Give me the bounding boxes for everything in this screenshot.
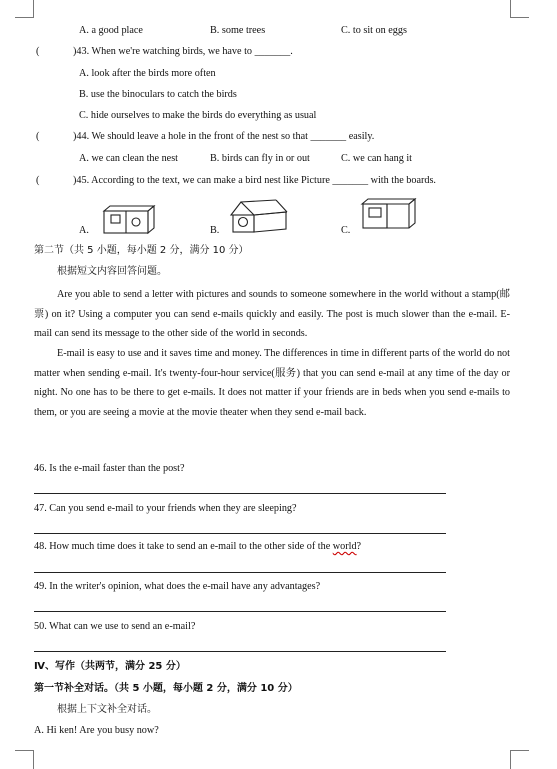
question-48 xyxy=(34,540,361,553)
q43-option-b: B. use the binoculars to catch the birds xyxy=(79,89,237,100)
q43-option-c: C. hide ourselves to make the birds do everything as usual xyxy=(79,110,317,121)
dialog-line-a: A. Hi ken! Are you busy now? xyxy=(34,725,159,736)
birdhouse-picture-b xyxy=(228,198,290,236)
question-49: 49. In the writer's opinion, what does the e-mail have any advantages? xyxy=(34,581,321,592)
q44-option-a: A. we can clean the nest xyxy=(79,153,178,164)
birdhouse-picture-c xyxy=(360,198,418,232)
part4-instruction: 根据上下文补全对话。 xyxy=(57,704,157,715)
q44-option-c: C. we can hang it xyxy=(341,153,413,164)
q45-stem: )45. According to the text, we can make a bird nest like Picture _______ with the boards. xyxy=(73,175,436,186)
answer-line-48 xyxy=(34,572,446,573)
q44-answer-paren: ( xyxy=(36,131,40,142)
birdhouse-picture-a xyxy=(101,204,157,236)
q45-option-a: A. xyxy=(79,225,89,236)
question-50: 50. What can we use to send an e-mail? xyxy=(34,621,196,632)
passage-paragraph-1: Are you able to send a letter with pictures and sounds to someone somewhere in the world without a stamp(邮票) on it? Using a computer you can send e-mails quickly and easily. The post is much slower than the e-mail. E-mail can send its message to the other side of the world in seconds. xyxy=(34,289,510,340)
answer-line-47 xyxy=(34,533,446,534)
question-48-text: 48. How much time does it take to send an e-mail to the other side of the xyxy=(34,541,333,552)
question-48-mark: ? xyxy=(356,541,362,552)
section2-instruction: 根据短文内容回答问题。 xyxy=(57,266,167,277)
answer-line-46 xyxy=(34,493,446,494)
passage-paragraph-2: E-mail is easy to use and it saves time and money. The differences in time in different parts of the world do not matter when sending e-mail. It's twenty-four-hour service(服务) that you can send e-mail at any time of the day or night. No one has to be there to get e-mails. It does not matter if your friends are in beds when you send e-mails to them, or you are seeing a movie at the movie theater when they send e-mail back. xyxy=(34,348,510,418)
crop-mark-top-right xyxy=(510,0,529,18)
q45-option-c: C. xyxy=(341,225,351,236)
q42-option-a: A. a good place xyxy=(79,25,143,36)
q43-stem: )43. When we're watching birds, we have to _______. xyxy=(73,46,293,57)
answer-line-49 xyxy=(34,611,446,612)
q45-answer-paren: ( xyxy=(36,175,40,186)
q42-option-b: B. some trees xyxy=(210,25,266,36)
q43-answer-paren: ( xyxy=(36,46,40,57)
part4-sub-heading: 第一节补全对话。（共 5 小题，每小题 2 分，满分 10 分） xyxy=(34,683,298,694)
section2-heading: 第二节（共 5 小题，每小题 2 分，满分 10 分） xyxy=(34,245,249,256)
crop-mark-bottom-left xyxy=(15,750,34,769)
q45-option-b: B. xyxy=(210,225,220,236)
q44-stem: )44. We should leave a hole in the front of the nest so that _______ easily. xyxy=(73,131,375,142)
answer-line-50 xyxy=(34,651,446,652)
q42-option-c: C. to sit on eggs xyxy=(341,25,407,36)
question-47: 47. Can you send e-mail to your friends when they are sleeping? xyxy=(34,503,297,514)
q44-option-b: B. birds can fly in or out xyxy=(210,153,310,164)
question-46: 46. Is the e-mail faster than the post? xyxy=(34,463,185,474)
crop-mark-bottom-right xyxy=(510,750,529,769)
spellcheck-underlined-word: world xyxy=(332,541,357,552)
part4-heading: Ⅳ、写作（共两节，满分 25 分） xyxy=(34,661,186,672)
crop-mark-top-left xyxy=(15,0,34,18)
q43-option-a: A. look after the birds more often xyxy=(79,68,216,79)
